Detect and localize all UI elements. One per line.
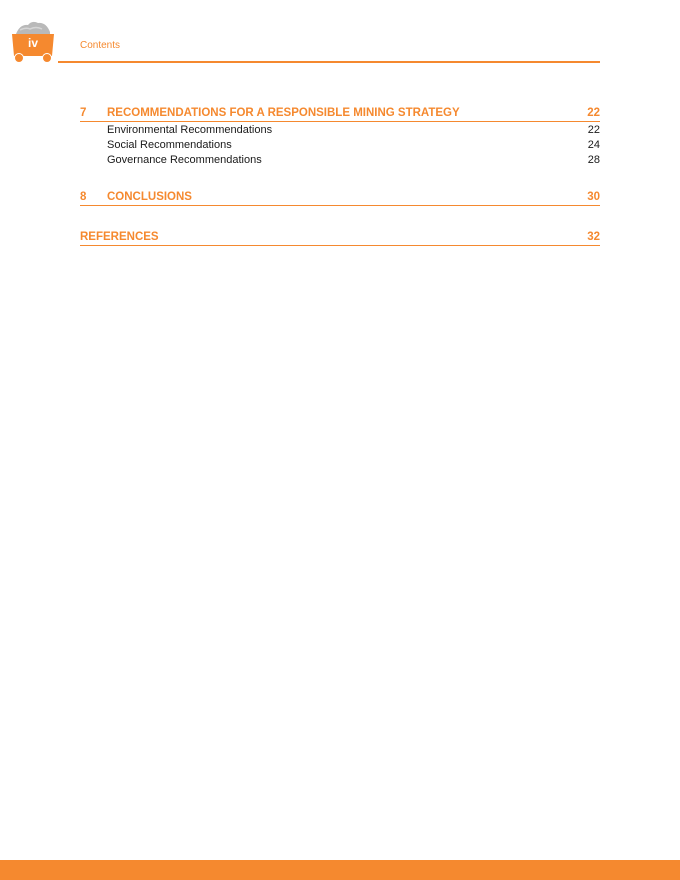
table-of-contents [80, 107, 600, 246]
page-number: iv [27, 36, 38, 50]
toc-sections-chapter-7 [80, 123, 600, 168]
footer-bar [0, 860, 680, 880]
section-page: 22 [587, 124, 600, 136]
header-divider [58, 61, 600, 63]
toc-section-social[interactable] [107, 138, 600, 153]
chapter-page: 30 [587, 191, 600, 203]
section-title: Environmental Recommendations [107, 124, 273, 136]
toc-references[interactable] [80, 231, 600, 246]
references-page: 32 [587, 231, 600, 243]
chapter-number: 7 [80, 107, 87, 119]
page-header [0, 0, 680, 70]
section-page: 24 [587, 139, 600, 151]
section-title: Governance Recommendations [107, 154, 262, 166]
chapter-title: RECOMMENDATIONS FOR A RESPONSIBLE MINING STRATEGY [107, 107, 460, 119]
toc-chapter-7[interactable] [80, 107, 600, 122]
chapter-title: CONCLUSIONS [107, 191, 192, 203]
toc-section-governance[interactable] [107, 153, 600, 168]
toc-chapter-8[interactable] [80, 191, 600, 206]
chapter-number: 8 [80, 191, 87, 203]
section-page: 28 [587, 154, 600, 166]
toc-section-environmental[interactable] [107, 123, 600, 138]
references-title: REFERENCES [80, 231, 159, 243]
running-title: Contents [80, 40, 121, 51]
chapter-page: 22 [587, 107, 600, 119]
section-title: Social Recommendations [107, 139, 232, 151]
